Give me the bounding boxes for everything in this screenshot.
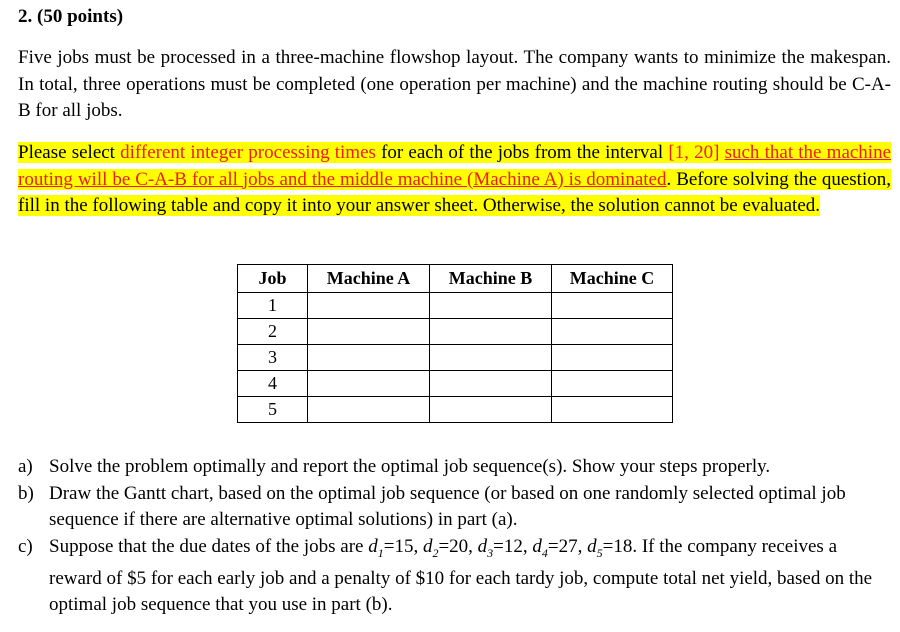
due-date-value: =15 (383, 535, 414, 557)
table-row (238, 371, 673, 397)
separator: , (577, 535, 588, 557)
question-c (18, 534, 888, 619)
question-text-lead: Suppose that the due dates of the jobs are (49, 535, 369, 557)
due-date-subscript: 1 (377, 545, 384, 560)
instruction-interval: [1, 20] (668, 142, 720, 163)
due-date-value: =27 (547, 535, 578, 557)
due-date-subscript: 5 (596, 545, 603, 560)
instruction-text-3: . Before solving the question, fill in the following table and copy it into your answer sheet. Otherwise, the solution cannot be evaluated. (18, 168, 891, 216)
table-row (238, 397, 673, 423)
machine-a-cell (308, 319, 430, 345)
due-date-subscript: 4 (541, 545, 548, 560)
question-marker: b) (18, 482, 34, 504)
question-text-tail: . If the company receives a reward of $5 for each early job and a penalty of $10 for each tardy job, compute total net yield, based on the optimal job sequence that you use in part (b). (49, 535, 873, 616)
instruction-text-1: Please select (18, 142, 121, 163)
due-date-symbol: d (422, 535, 433, 557)
due-date-subscript: 3 (487, 545, 494, 560)
header-machine-c: Machine C (552, 265, 673, 293)
intro-paragraph: Five jobs must be processed in a three-machine flowshop layout. The company wants to minimize the makespan. In total, three operations must be completed (one operation per machine) and the machine routing should be C-A-B for all jobs. (18, 47, 891, 121)
due-date-value: =18 (602, 535, 633, 557)
header-machine-a: Machine A (308, 265, 430, 293)
table-header-row (238, 265, 673, 293)
due-date-symbol: d (477, 535, 488, 557)
machine-c-cell (552, 371, 673, 397)
separator: , (522, 535, 533, 557)
due-date-symbol: d (368, 535, 378, 557)
due-date-symbol: d (532, 535, 542, 557)
header-job: Job (238, 265, 308, 293)
machine-c-cell (552, 293, 673, 319)
question-a (18, 454, 888, 481)
question-text: Solve the problem optimally and report the optimal job sequence(s). Show your steps properly. (49, 456, 771, 477)
due-date-value: =12 (493, 535, 523, 557)
job-cell: 1 (238, 293, 308, 319)
machine-c-cell (552, 345, 673, 371)
due-date-symbol: d (587, 535, 597, 557)
highlighted-text (18, 142, 891, 216)
instruction-text-2: for each of the jobs from the interval (375, 142, 669, 163)
job-cell: 3 (238, 345, 308, 371)
instruction-paragraph (18, 140, 891, 220)
machine-b-cell (430, 293, 552, 319)
question-marker: a) (18, 456, 33, 477)
instruction-condition: such that the machine routing will be C-A-B for all jobs and the middle machine (Machine A) is dominated (18, 142, 892, 190)
question-list (18, 454, 888, 619)
machine-b-cell (430, 371, 552, 397)
machine-b-cell (430, 345, 552, 371)
question-text: Draw the Gantt chart, based on the optimal job sequence (or based on one randomly selected optimal job sequence if there are alternative optimal solutions) in part (a). (49, 482, 846, 530)
question-heading: 2. (50 points) (18, 6, 124, 27)
machine-b-cell (430, 397, 552, 423)
job-cell: 2 (238, 319, 308, 345)
table-row (238, 345, 673, 371)
due-date-subscript: 2 (432, 545, 439, 560)
machine-c-cell (552, 397, 673, 423)
due-date-value: =20 (438, 535, 469, 557)
instruction-emphasis-1: different integer processing times (120, 142, 376, 163)
job-cell: 5 (238, 397, 308, 423)
question-marker: c) (18, 535, 33, 557)
table-row (238, 293, 673, 319)
question-b (18, 481, 888, 534)
separator: , (413, 535, 423, 557)
job-cell: 4 (238, 371, 308, 397)
machine-a-cell (308, 397, 430, 423)
table-row (238, 319, 673, 345)
machine-a-cell (308, 345, 430, 371)
machine-a-cell (308, 293, 430, 319)
machine-c-cell (552, 319, 673, 345)
machine-a-cell (308, 371, 430, 397)
separator: , (468, 535, 478, 557)
processing-times-table (237, 264, 673, 423)
header-machine-b: Machine B (430, 265, 552, 293)
machine-b-cell (430, 319, 552, 345)
